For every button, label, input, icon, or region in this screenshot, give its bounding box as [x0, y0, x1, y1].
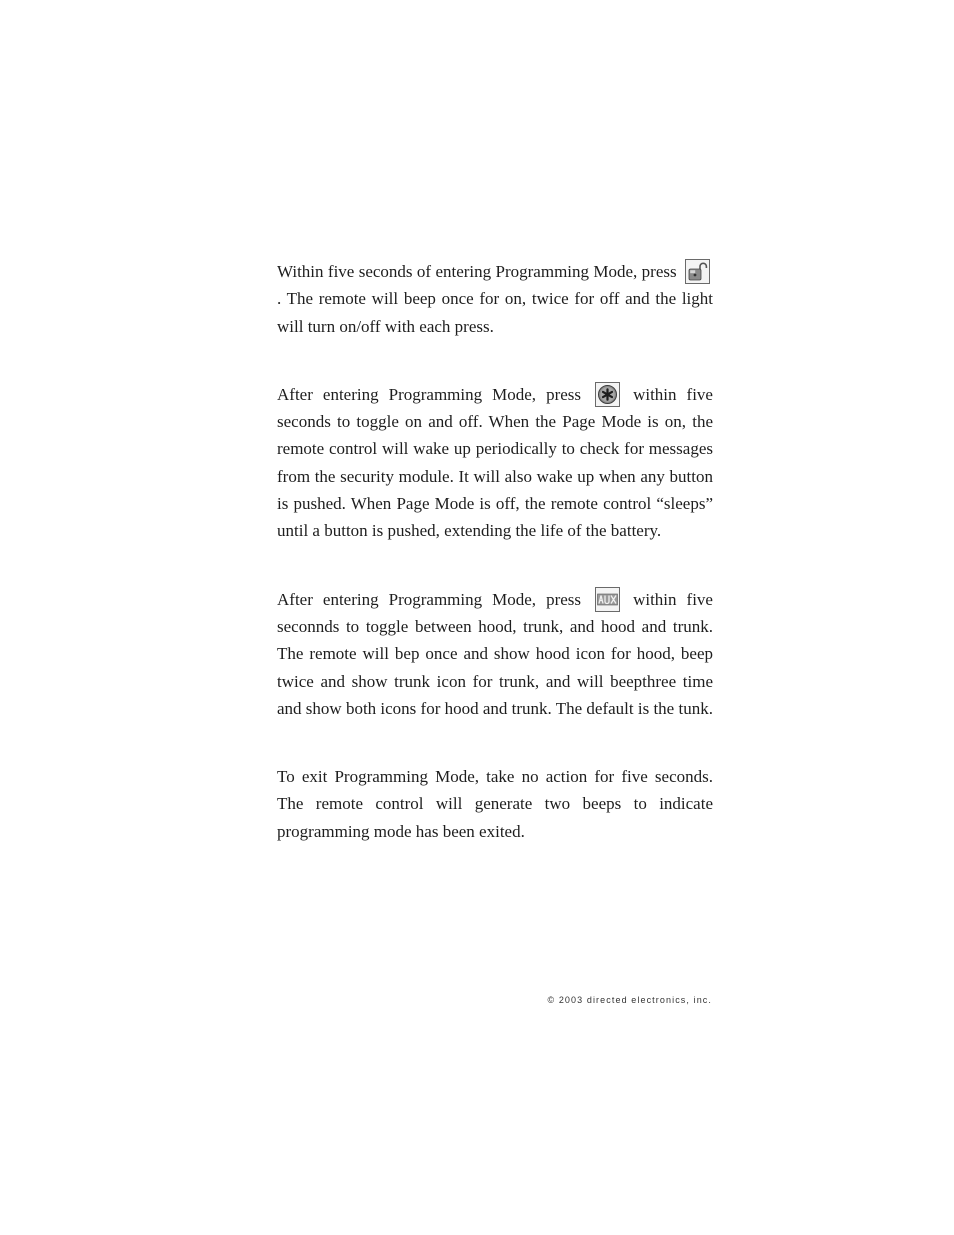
unlock-icon — [685, 259, 710, 284]
asterisk-icon — [595, 382, 620, 407]
paragraph-page-mode — [277, 381, 713, 545]
paragraph-text-after: within five seconds to toggle on and off. When the Page Mode is on, the remote control will wake up periodically to check for messages from the security module. It will also wake up when any button is pushed. When Page Mode is off, the remote control “sleeps” until a button is pushed, extending the life of the battery. — [277, 384, 713, 541]
paragraph-text-before: After entering Programming Mode, press — [277, 384, 592, 404]
paragraph-text-after: within five seconnds to toggle between hood, trunk, and hood and trunk. The remote will bep once and show hood icon for hood, beep twice and show trunk icon for trunk, and will beepthree time and show both icons for hood and trunk. The default is the tunk. — [277, 589, 713, 718]
copyright-footer: © 2003 directed electronics, inc. — [547, 995, 712, 1005]
aux-icon — [595, 587, 620, 612]
paragraph-light-toggle — [277, 258, 713, 340]
paragraph-text-after: . The remote will beep once for on, twice for off and the light will turn on/off with each press. — [277, 289, 713, 336]
paragraph-text-before: After entering Programming Mode, press — [277, 589, 592, 609]
paragraph-aux-mode — [277, 586, 713, 722]
paragraph-exit: To exit Programming Mode, take no action for five seconds. The remote control will generate two beeps to indicate programming mode has been exited. — [277, 767, 713, 841]
manual-content — [277, 258, 713, 845]
paragraph-text-before: Within five seconds of entering Programming Mode, press — [277, 262, 681, 281]
